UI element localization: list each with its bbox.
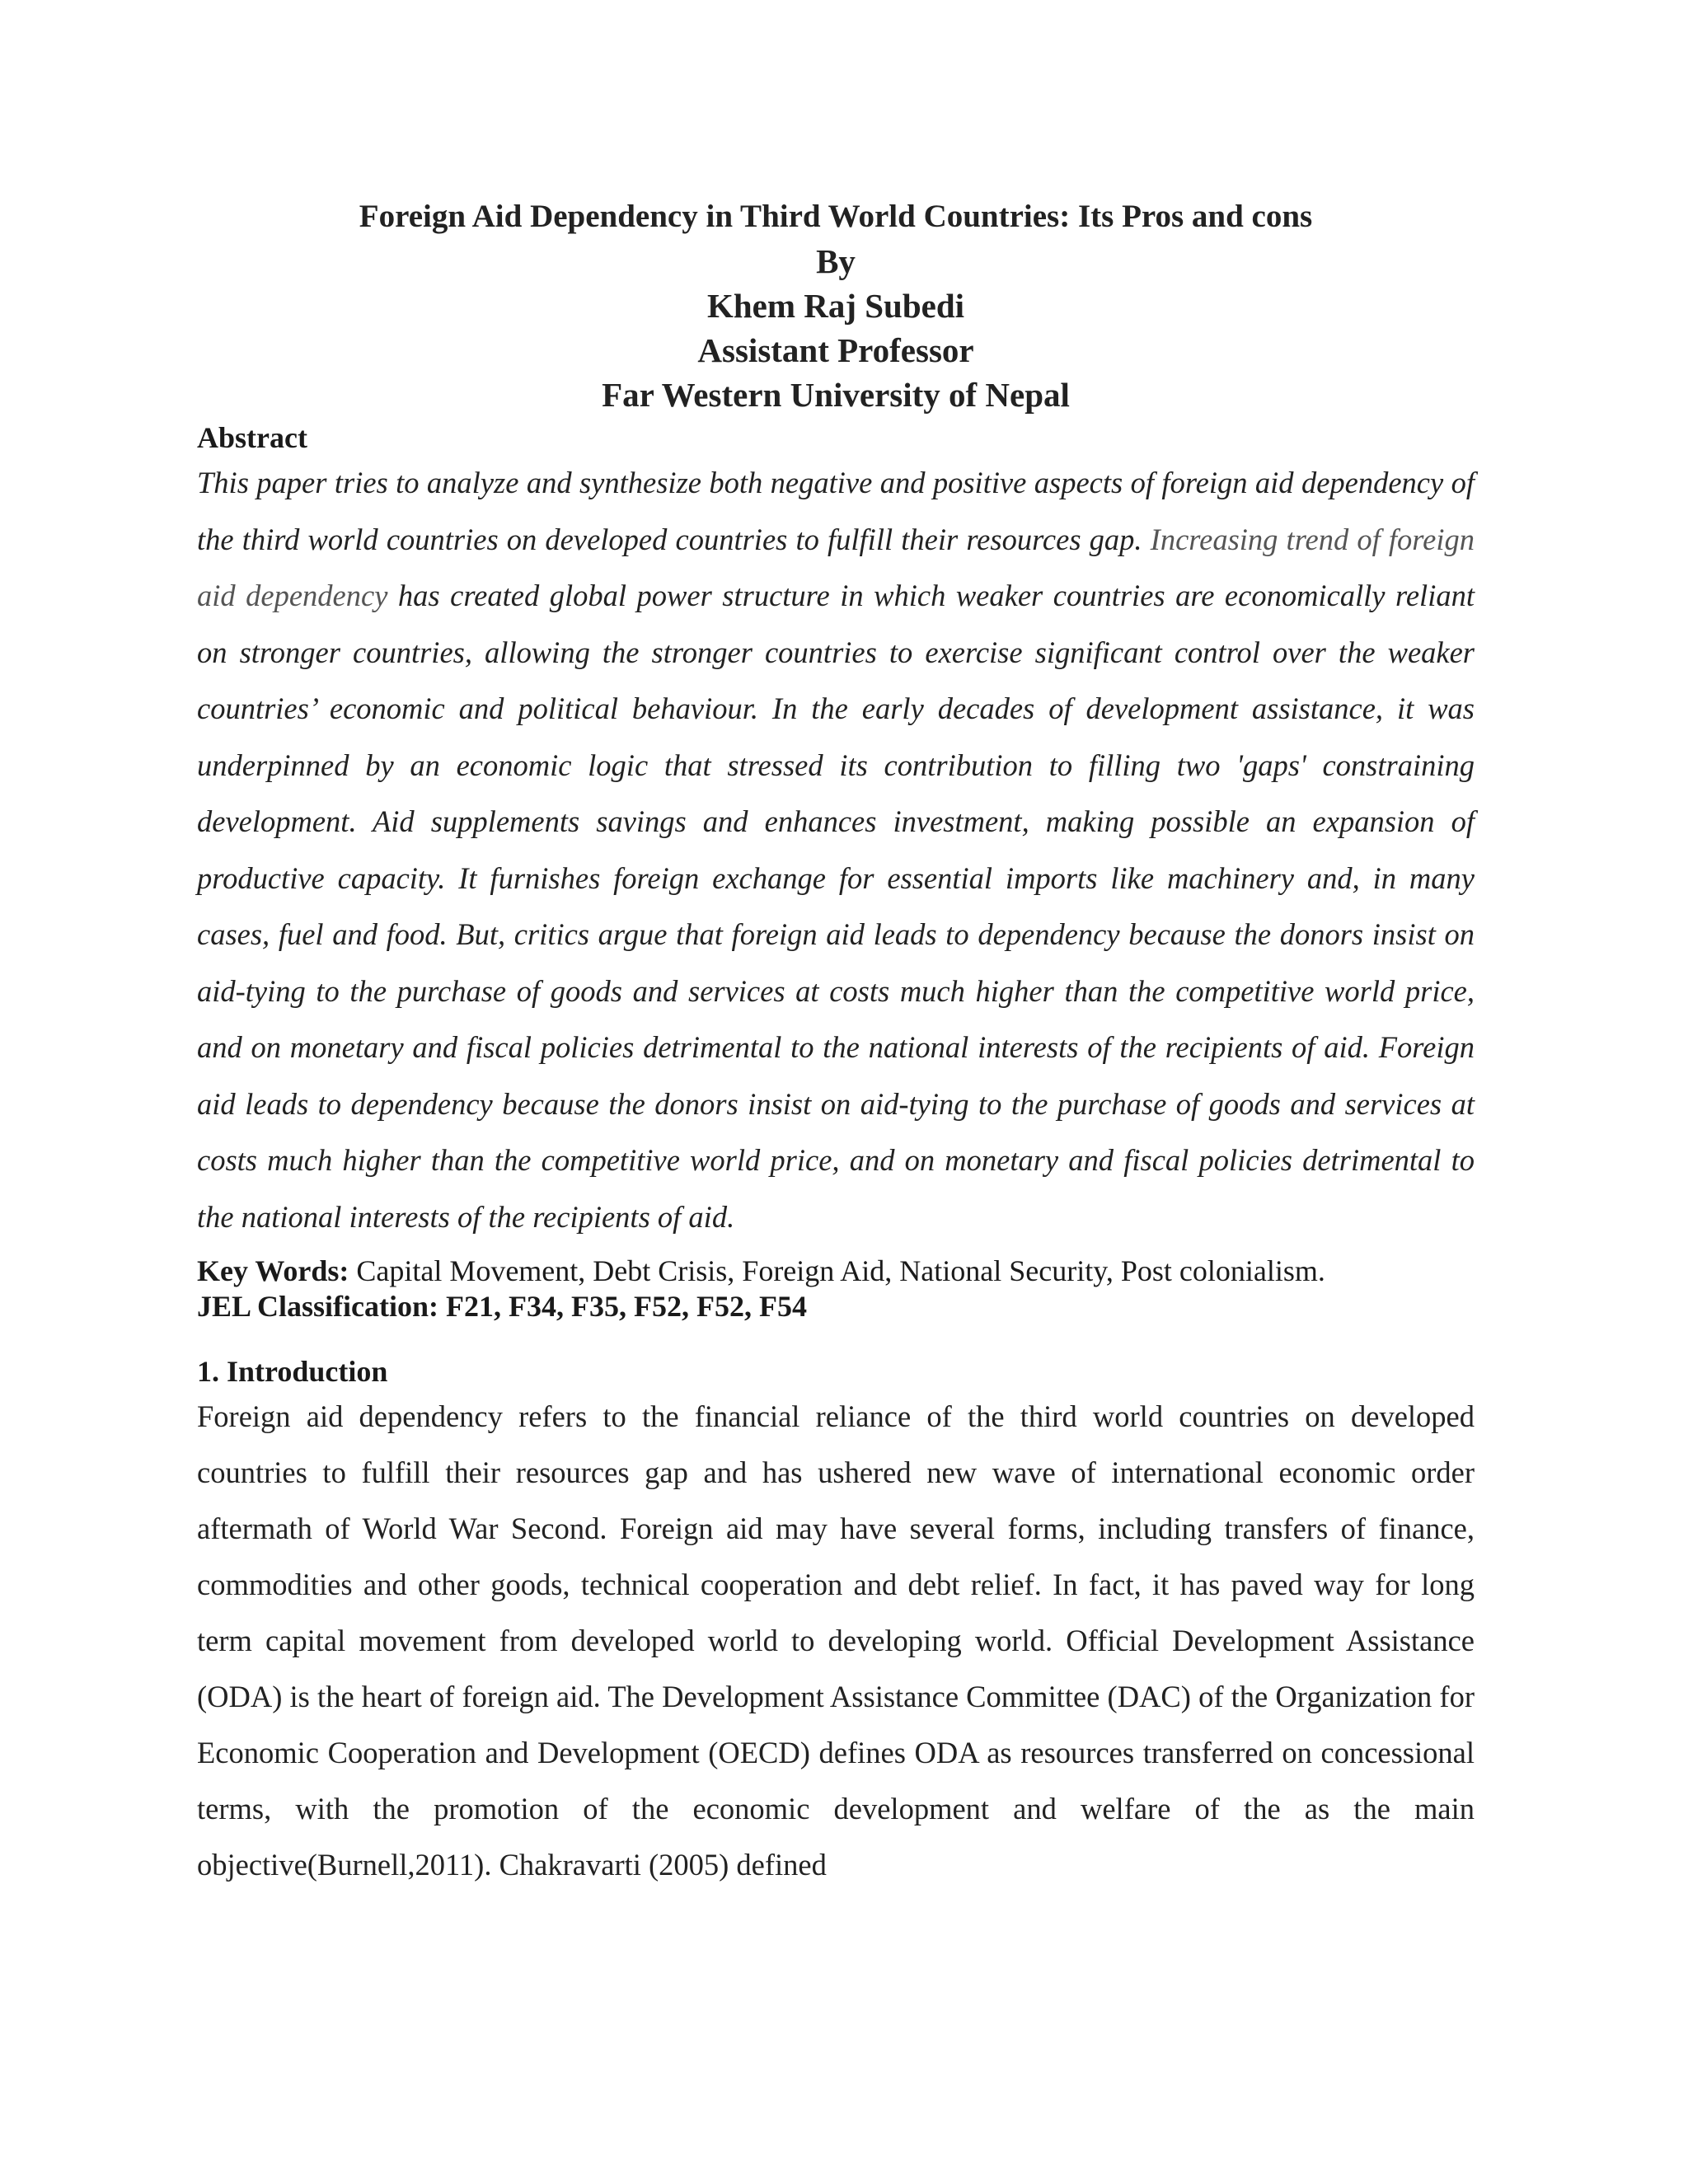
keywords — [197, 1254, 1475, 1289]
author-name: Khem Raj Subedi — [706, 287, 965, 325]
jel-classification: JEL Classification: F21, F34, F35, F52, F52, F54 — [197, 1290, 807, 1323]
keywords-text: Capital Movement, Debt Crisis, Foreign Aid, National Security, Post colonialism. — [349, 1254, 1325, 1287]
paper-page — [197, 194, 1475, 1893]
abstract-text-part2: Increasing trend of foreign aid dependency — [197, 522, 1475, 612]
introduction-heading: 1. Introduction — [197, 1355, 388, 1388]
author-affiliation: Far Western University of Nepal — [602, 376, 1070, 414]
title-block — [197, 194, 1475, 417]
author-position: Assistant Professor — [697, 331, 974, 369]
abstract-text-part1: This paper tries to analyze and synthesize both negative and positive aspects of foreign aid dependency of the third world countries on developed countries to fulfill their resources gap. — [197, 466, 1475, 556]
introduction-text: Foreign aid dependency refers to the financial reliance of the third world countries on developed countries to fulfill their resources gap and has ushered new wave of international economic order aftermath of World War Second. Foreign aid may have several forms, including transfers of finance, commodities and other goods, technical cooperation and debt relief. In fact, it has paved way for long term capital movement from developed world to developing world. Official Development Assistance (ODA) is the heart of foreign aid. The Development Assistance Committee (DAC) of the Organization for Economic Cooperation and Development (OECD) defines ODA as resources transferred on concessional terms, with the promotion of the economic development and welfare of the as the main objective(Burnell,2011). Chakravarti (2005) defined — [197, 1399, 1475, 1882]
keywords-label: Key Words: — [197, 1254, 349, 1287]
abstract-text-part3: has created global power structure in which weaker countries are economically reliant on stronger countries, allowing the stronger countries to exercise significant control over the weaker countries’ economic and political behaviour. In the early decades of development assistance, it was underpinned by an economic logic that stressed its contribution to filling two 'gaps' constraining development. Aid supplements savings and enhances investment, making possible an expansion of productive capacity. It furnishes foreign exchange for essential imports like machinery and, in many cases, fuel and food. But, critics argue that foreign aid leads to dependency because the donors insist on aid-tying to the purchase of goods and services at costs much higher than the competitive world price, and on monetary and fiscal policies detrimental to the national interests of the recipients of aid. Foreign aid leads to dependency because the donors insist on aid-tying to the purchase of goods and services at costs much higher than the competitive world price, and on monetary and fiscal policies detrimental to the national interests of the recipients of aid. — [197, 579, 1475, 1234]
abstract-text — [197, 455, 1475, 1245]
abstract-heading: Abstract — [197, 421, 307, 454]
by-line: By — [816, 242, 856, 280]
paper-title: Foreign Aid Dependency in Third World Countries: Its Pros and cons — [359, 199, 1313, 234]
